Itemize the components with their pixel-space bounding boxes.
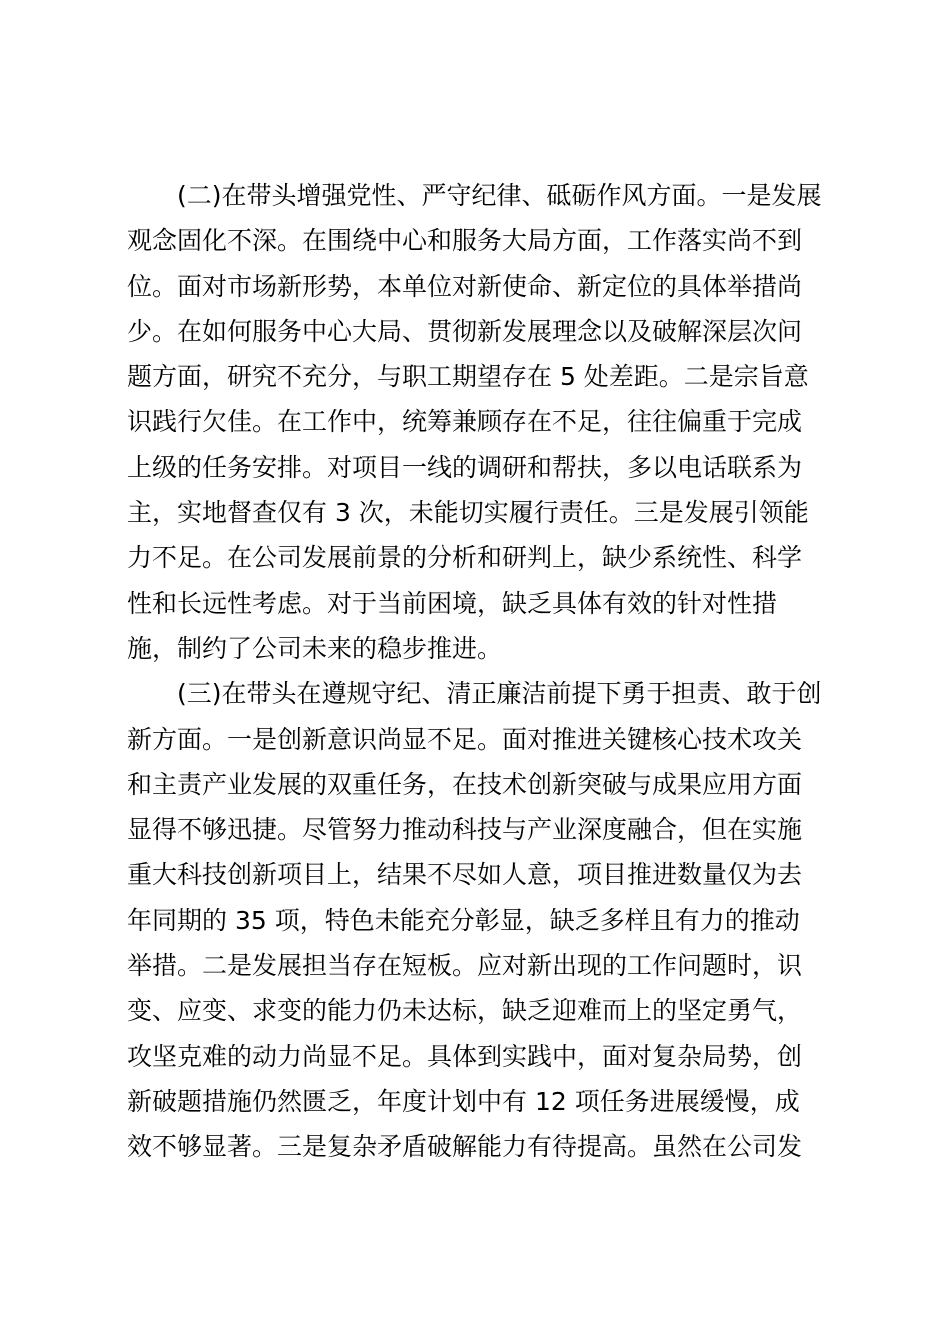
paragraph-3 (127, 671, 827, 1169)
text-line: 识践行欠佳。在工作中，统筹兼顾存在不足，往往偏重于完成 (127, 407, 803, 437)
text-line: 施，制约了公司未来的稳步推进。 (127, 633, 503, 663)
text-line: 位。面对市场新形势，本单位对新使命、新定位的具体举措尚 (127, 271, 803, 301)
text-line: 新方面。一是创新意识尚显不足。面对推进关键核心技术攻关 (127, 724, 803, 754)
text-line: (二)在带头增强党性、严守纪律、砥砺作风方面。一是发展 (177, 181, 822, 210)
text-line: 变、应变、求变的能力仍未达标，缺乏迎难而上的坚定勇气， (127, 996, 803, 1026)
text-line: 效不够显著。三是复杂矛盾破解能力有待提高。虽然在公司发 (127, 1132, 803, 1162)
text-line: 观念固化不深。在围绕中心和服务大局方面，工作落实尚不到 (127, 226, 803, 256)
text-line: 和主责产业发展的双重任务，在技术创新突破与成果应用方面 (127, 769, 803, 799)
text-line: (三)在带头在遵规守纪、清正廉洁前提下勇于担责、敢于创 (177, 679, 822, 709)
text-line: 重大科技创新项目上，结果不尽如人意，项目推进数量仅为去 (127, 860, 803, 890)
paragraph-2 (127, 173, 827, 671)
text-line: 性和长远性考虑。对于当前困境，缺乏具体有效的针对性措 (127, 588, 778, 618)
text-line: 主，实地督查仅有 3 次，未能切实履行责任。三是发展引领能 (127, 498, 809, 528)
text-line: 攻坚克难的动力尚显不足。具体到实践中，面对复杂局势，创 (127, 1041, 803, 1071)
text-line: 举措。二是发展担当存在短板。应对新出现的工作问题时，识 (127, 951, 803, 981)
text-line: 上级的任务安排。对项目一线的调研和帮扶，多以电话联系为 (127, 452, 803, 482)
text-line: 力不足。在公司发展前景的分析和研判上，缺少系统性、科学 (127, 543, 803, 573)
text-line: 新破题措施仍然匮乏，年度计划中有 12 项任务进展缓慢，成 (127, 1086, 800, 1116)
body-text (127, 173, 827, 1170)
text-line: 少。在如何服务中心大局、贯彻新发展理念以及破解深层次问 (127, 316, 803, 346)
text-line: 显得不够迅捷。尽管努力推动科技与产业深度融合，但在实施 (127, 815, 803, 845)
text-line: 年同期的 35 项，特色未能充分彰显，缺乏多样且有力的推动 (127, 905, 800, 935)
text-line: 题方面，研究不充分，与职工期望存在 5 处差距。二是宗旨意 (127, 362, 809, 392)
